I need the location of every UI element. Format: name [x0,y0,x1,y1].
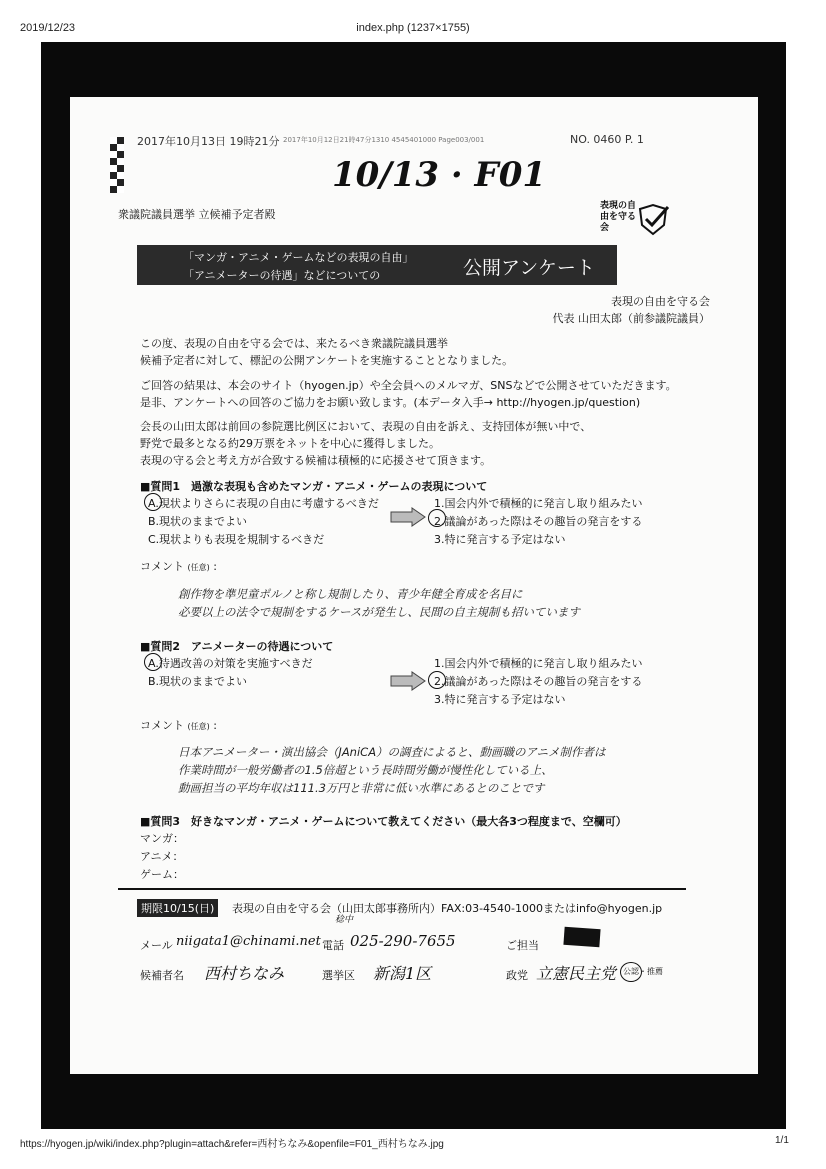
organization-logo [600,201,670,245]
party-label: 政党 [506,969,528,982]
q2-option-a: A.待遇改善の対策を実施すべきだ [148,657,313,670]
q1-action-2: 2.議論があった際はその趣旨の発言をする [434,515,643,528]
intro-line: 野党で最多となる約29万票をネットを中心に獲得しました。 [140,437,440,450]
org-name: 表現の自由を守る会 [611,295,710,308]
fax-faint-header: 2017年10月12日21時47分1310 4545401000 Page003/001 [283,136,485,144]
title-banner [137,245,617,285]
question-3-title: ■質問3 好きなマンガ・アニメ・ゲームについて教えてください（最大各3つ程度まで、空欄可） [140,815,627,828]
handwritten-id: 10/13 · F01 [332,155,547,195]
q2-comment-label: コメント (任意) : [140,719,217,732]
fax-datetime: 2017年10月13日 19時21分 [137,135,280,148]
person-label: ご担当 [506,939,539,952]
org-representative: 代表 山田太郎（前参議院議員） [552,312,710,325]
q2-comment-line: 動画担当の平均年収は111.3万円と非常に低い水準にあるとのことです [178,781,545,795]
tel-label: 電話 [322,939,344,952]
intro-line: ご回答の結果は、本会のサイト（hyogen.jp）や全会員へのメルマガ、SNSなどで公開させていただきます。 [140,379,677,392]
mail-value: niigata1@chinami.net [176,934,321,949]
q2-action-2: 2.議論があった際はその趣旨の発言をする [434,675,643,688]
q2-action-1: 1.国会内外で積極的に発言し取り組みたい [434,657,643,670]
banner-line-1: 「マンガ・アニメ・ゲームなどの表現の自由」 [183,251,414,264]
print-url: https://hyogen.jp/wiki/index.php?plugin=attach&refer=西村ちなみ&openfile=F01_西村ちなみ.jpg [20,1139,444,1150]
intro-line: この度、表現の自由を守る会では、来たるべき衆議院議員選挙 [140,337,448,350]
shield-check-icon [636,203,670,237]
redaction-mark [563,927,600,947]
banner-line-2: 「アニメーターの待遇」などについての [183,269,381,282]
q2-comment-line: 日本アニメーター・演出協会（JAniCA）の調査によると、動画職のアニメ制作者は [178,745,606,759]
question-1-title: ■質問1 過激な表現も含めたマンガ・アニメ・ゲームの表現について [140,480,488,493]
recipient: 衆議院議員選挙 立候補予定者殿 [118,208,276,221]
intro-line: 候補予定者に対して、標記の公開アンケートを実施することとなりました。 [140,354,514,367]
arrow-right-icon [390,507,426,527]
fax-document [70,97,758,1074]
question-2-title: ■質問2 アニメーターの待遇について [140,640,334,653]
q1-action-1: 1.国会内外で積極的に発言し取り組みたい [434,497,643,510]
deadline-badge: 期限10/15(日) [137,899,218,917]
fax-marker [110,137,124,193]
banner-title: 公開アンケート [463,257,595,279]
intro-line: 是非、アンケートへの回答のご協力をお願い致します。(本データ入手→ http://hyogen.jp/question) [140,396,641,409]
arrow-right-icon [390,671,426,691]
q3-manga: マンガ： [140,832,184,845]
q1-option-c: C.現状よりも表現を規制するべきだ [148,533,325,546]
print-date: 2019/12/23 [20,22,76,34]
q2-option-b: B.現状のままでよい [148,675,248,688]
intro-line: 会長の山田太郎は前回の参院選比例区において、表現の自由を訴え、支持団体が無い中で、 [140,420,592,433]
q1-comment-line: 創作物を準児童ポルノと称し規制したり、青少年健全育成を名目に [178,587,523,601]
candidate-label: 候補者名 [140,969,184,982]
mail-label: メール [140,939,173,952]
divider [118,888,686,890]
answer-circle [620,962,642,982]
logo-text: 表現の自由を守る会 [600,201,637,233]
q1-comment-label: コメント (任意) : [140,560,217,573]
fax-page-number: NO. 0460 P. 1 [570,133,644,146]
handwritten-note: 稔中 [335,915,354,925]
q1-comment-line: 必要以上の法令で規制をするケースが発生し、民間の自主規制も招いています [178,605,580,619]
intro-line: 表現の守る会と考え方が合致する候補は積極的に応援させて頂きます。 [140,454,492,467]
q2-comment-line: 作業時間が一般労働者の1.5倍超という長時間労働が慢性化している上、 [178,763,553,777]
district-label: 選挙区 [322,969,355,982]
candidate-value: 西村ちなみ [204,964,285,983]
district-value: 新潟1区 [373,964,432,983]
q1-option-a: A.現状よりさらに表現の自由に考慮するべきだ [148,497,379,510]
q1-option-b: B.現状のままでよい [148,515,248,528]
endorsement-choice: 公認・推薦 [623,967,663,976]
tel-value: 025-290-7655 [350,932,456,950]
q3-anime: アニメ： [140,850,184,863]
q3-game: ゲーム： [140,868,184,881]
print-page-count: 1/1 [775,1135,789,1146]
submission-address: 表現の自由を守る会（山田太郎事務所内）FAX:03-4540-1000またはinfo@hyogen.jp [232,902,663,915]
party-value: 立憲民主党 [536,964,617,983]
q2-action-3: 3.特に発言する予定はない [434,693,566,706]
print-title: index.php (1237×1755) [356,22,470,34]
q1-action-3: 3.特に発言する予定はない [434,533,566,546]
